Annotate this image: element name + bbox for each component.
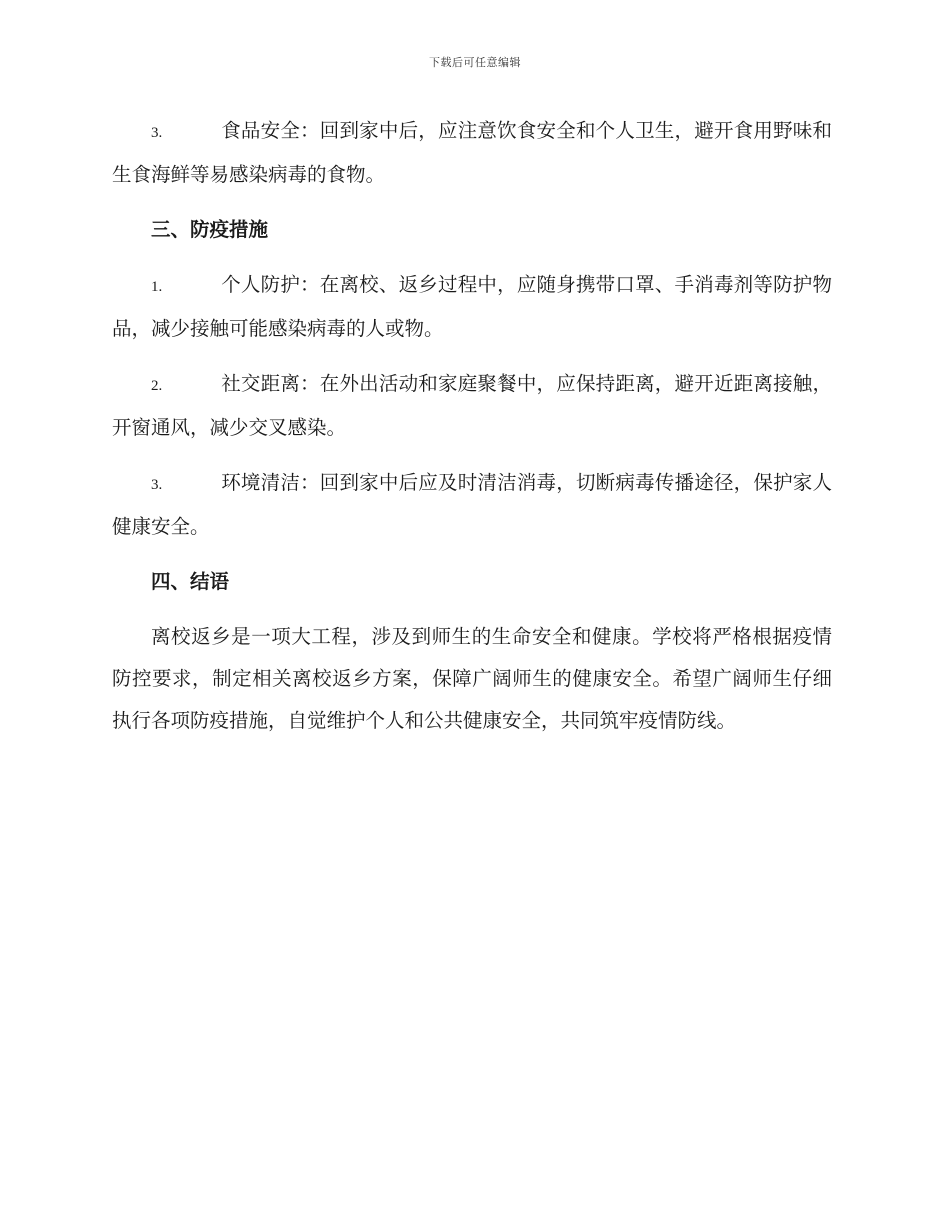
list-item-text: 个人防护：在离校、返乡过程中，应随身携带口罩、手消毒剂等防护物品，减少接触可能感染病毒的人或物。 [112, 273, 832, 340]
list-item-number: 1. [151, 279, 163, 295]
list-item-personal-protection [112, 264, 832, 350]
section-heading-measures: 三、防疫措施 [151, 218, 269, 241]
list-item-food-safety [112, 110, 832, 196]
list-item-text: 环境清洁：回到家中后应及时清洁消毒，切断病毒传播途径，保护家人健康安全。 [112, 471, 832, 538]
page-header: 下载后可任意编辑 [429, 56, 521, 69]
list-item-number: 3. [151, 125, 163, 141]
section-heading-conclusion: 四、结语 [151, 570, 230, 593]
document-body [112, 110, 832, 755]
list-item-text: 社交距离：在外出活动和家庭聚餐中，应保持距离，避开近距离接触，开窗通风，减少交叉感染。 [112, 372, 832, 439]
conclusion-paragraph: 离校返乡是一项大工程，涉及到师生的生命安全和健康。学校将严格根据疫情防控要求，制定相关离校返乡方案，保障广阔师生的健康安全。希望广阔师生仔细执行各项防疫措施，自觉维护个人和公共健康安全，共同筑牢疫情防线。 [112, 625, 832, 732]
list-item-number: 2. [151, 378, 163, 394]
list-item-social-distance [112, 363, 832, 449]
list-item-environment-cleaning [112, 462, 832, 548]
list-item-text: 食品安全：回到家中后，应注意饮食安全和个人卫生，避开食用野味和生食海鲜等易感染病毒的食物。 [112, 119, 832, 186]
list-item-number: 3. [151, 477, 163, 493]
